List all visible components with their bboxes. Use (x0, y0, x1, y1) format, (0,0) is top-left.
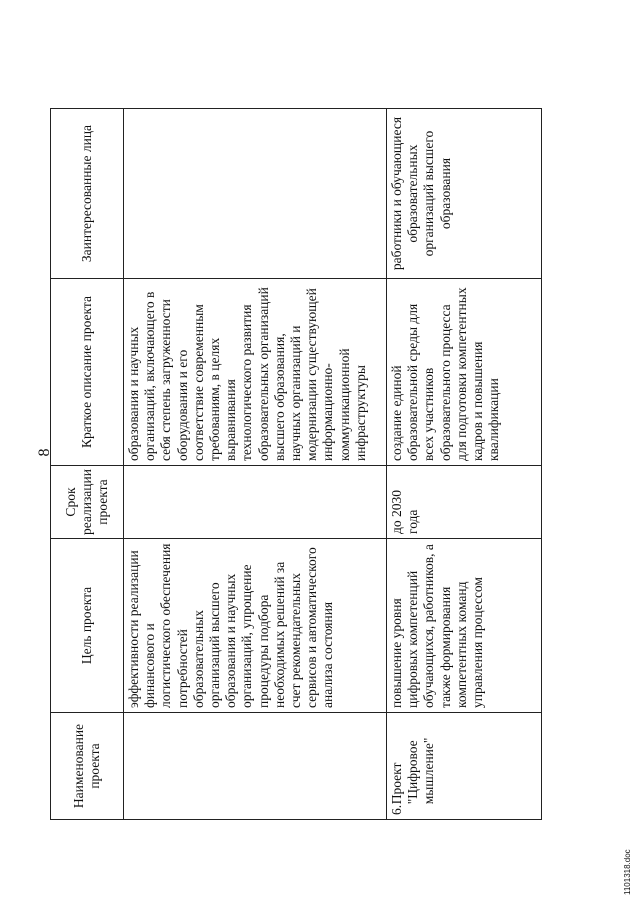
header-project-goal: Цель проекта (51, 539, 124, 713)
cell-project-description: образования и научных организаций, включающего в себя степень загруженности оборудования и его соответствие современным требованиям, в целях выравнивания технологического развития образовательных организаций высшего образования, научных организаций и модернизации существующей информационно-коммуникационной инфраструктуры (124, 279, 387, 466)
table-row (387, 109, 542, 820)
cell-project-name (124, 713, 387, 820)
file-stamp: 1101318.doc (623, 849, 632, 895)
row-number: 6. (389, 804, 404, 815)
header-stakeholders: Заинтересованные лица (51, 109, 124, 279)
cell-project-goal: эффективности реализации финансового и логистического обеспечения потребностей образовательных организаций высшего образования и научных организаций, упрощение процедуры подбора необходимых решений за счет рекомендательных сервисов и автоматического анализа состояния (124, 539, 387, 713)
cell-project-description: создание единой образовательной среды для всех участников образовательного процесса для подготовки компетентных кадров и повышения квалификации (387, 279, 542, 466)
table-row (124, 109, 387, 820)
cell-project-name (387, 713, 542, 820)
table-header-row (51, 109, 124, 820)
header-project-name: Наименование проекта (51, 713, 124, 820)
cell-stakeholders: работники и обучающиеся образовательных организаций высшего образования (387, 109, 542, 279)
projects-table (50, 108, 542, 820)
cell-project-term: до 2030 года (387, 466, 542, 539)
page-number: 8 (36, 448, 53, 457)
project-name: Проект "Цифровое мышление" (389, 737, 437, 805)
header-project-description: Краткое описание проекта (51, 279, 124, 466)
cell-project-goal: повышение уровня цифровых компетенций обучающихся, работников, а также формирования компетентных команд управления процессом (387, 539, 542, 713)
header-project-term: Срок реализации проекта (51, 466, 124, 539)
cell-project-term (124, 466, 387, 539)
cell-stakeholders (124, 109, 387, 279)
